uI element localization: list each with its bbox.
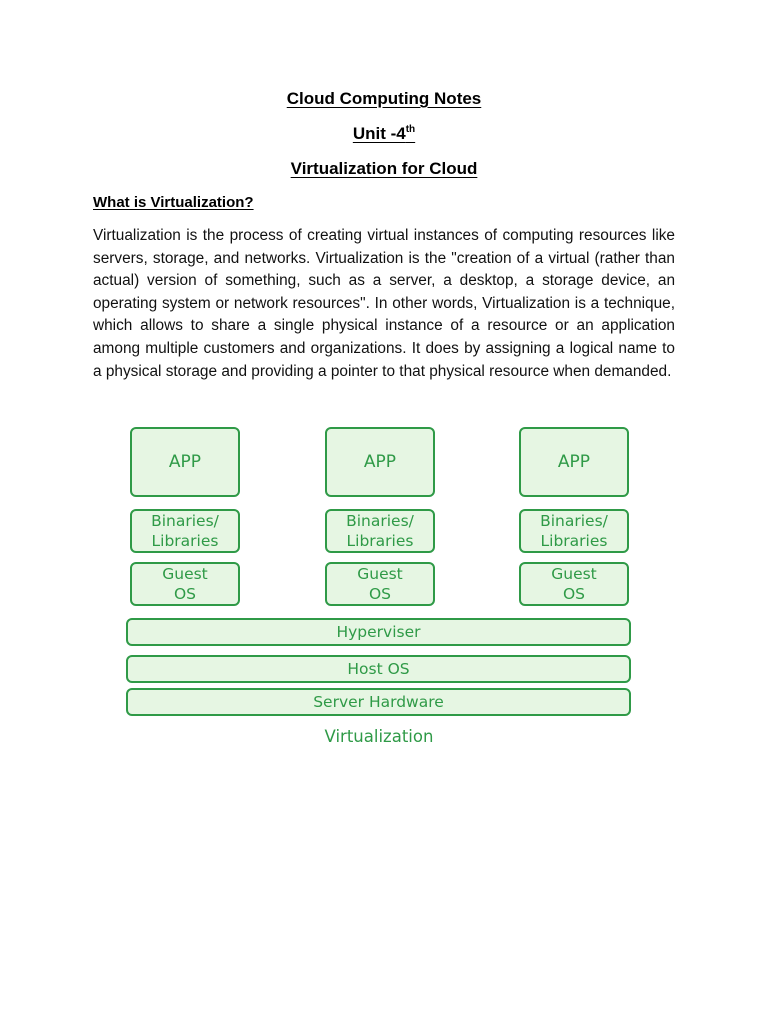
host-os-layer	[126, 655, 631, 683]
guest-line2-3: OS	[562, 585, 586, 603]
unit-label: Unit -4	[352, 124, 406, 143]
app-label-3: APP	[557, 452, 591, 472]
binaries-line1-2: Binaries/	[346, 512, 414, 530]
app-label-2: APP	[363, 452, 397, 472]
binaries-box-2	[325, 509, 435, 553]
document-title: Cloud Computing Notes	[286, 89, 482, 108]
binaries-line2-3: Libraries	[540, 532, 608, 550]
guest-line1-3: Guest	[551, 565, 597, 583]
guest-line2-2: OS	[368, 585, 392, 603]
unit-superscript: th	[405, 124, 416, 135]
app-box-2	[325, 427, 435, 497]
host-os-label: Host OS	[347, 660, 410, 678]
section-heading: What is Virtualization?	[93, 194, 254, 211]
unit-heading	[0, 124, 768, 144]
binaries-box-3	[519, 509, 629, 553]
guest-os-box-2	[325, 562, 435, 606]
server-hardware-layer	[126, 688, 631, 716]
section-paragraph: Virtualization is the process of creating virtual instances of computing resources like servers, storage, and networks. Virtualization is the "creation of a virtual (rather than actual) version of something, such as a server, a desktop, a storage device, an operating system or network resources". In other words, Virtualization is a technique, which allows to share a single physical instance of a resource or an application among multiple customers and organizations. It does by assigning a logical name to a physical storage and providing a pointer to that physical resource when demanded.	[93, 227, 675, 380]
diagram-caption: Virtualization	[324, 727, 434, 746]
document-subtitle: Virtualization for Cloud	[290, 159, 478, 178]
guest-os-box-3	[519, 562, 629, 606]
guest-line1-2: Guest	[357, 565, 403, 583]
guest-os-box-1	[130, 562, 240, 606]
hypervisor-label: Hyperviser	[336, 623, 421, 641]
server-hardware-label: Server Hardware	[313, 693, 444, 711]
hypervisor-layer	[126, 618, 631, 646]
app-box-3	[519, 427, 629, 497]
guest-line2-1: OS	[173, 585, 197, 603]
binaries-line1-3: Binaries/	[540, 512, 608, 530]
app-box-1	[130, 427, 240, 497]
guest-line1-1: Guest	[162, 565, 208, 583]
binaries-box-1	[130, 509, 240, 553]
binaries-line2-1: Libraries	[151, 532, 219, 550]
app-label-1: APP	[168, 452, 202, 472]
binaries-line2-2: Libraries	[346, 532, 414, 550]
binaries-line1-1: Binaries/	[151, 512, 219, 530]
